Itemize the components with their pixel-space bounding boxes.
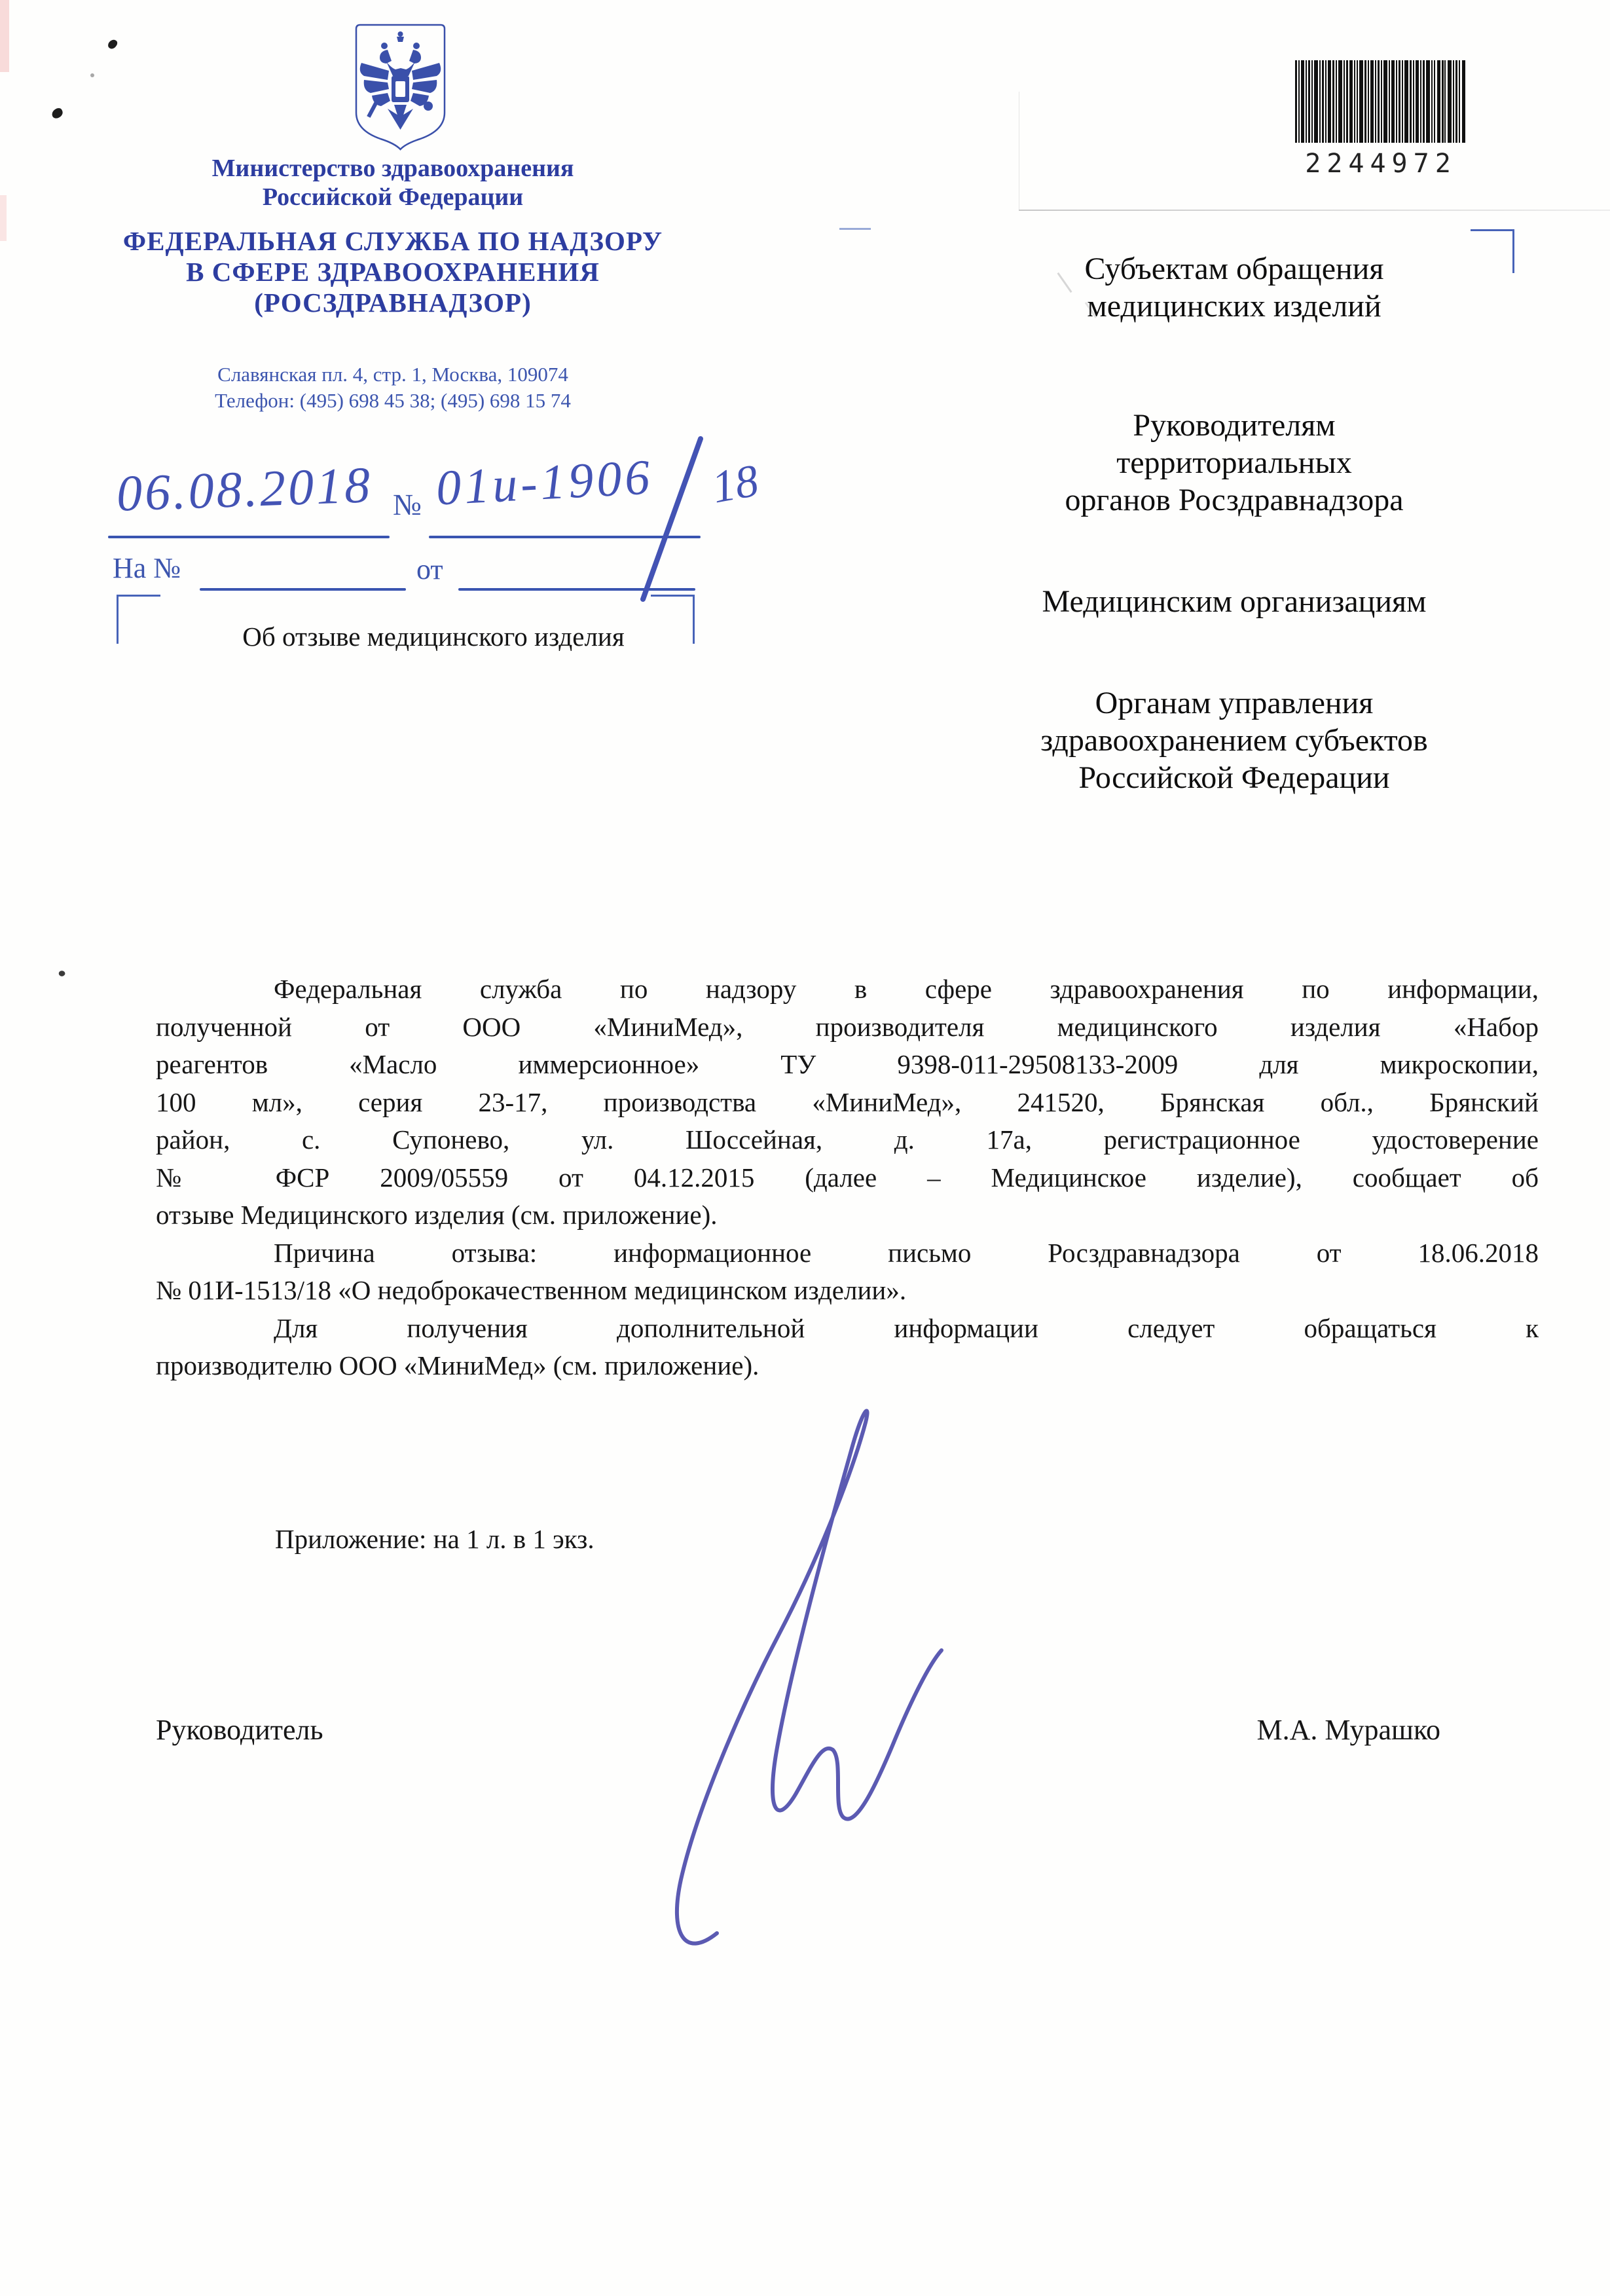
- body-line: район, с. Супонево, ул. Шоссейная, д. 17а, регистрационное удостоверение: [156, 1124, 1539, 1155]
- recipient-line: органов Росздравнадзора: [1065, 483, 1404, 517]
- org-address: Славянская пл. 4, стр. 1, Москва, 109074: [217, 363, 568, 386]
- scan-edge-artifact: [0, 0, 9, 72]
- body-line: Федеральная служба по надзору в сфере здравоохранения по информации,: [274, 974, 1539, 1004]
- reply-date-label: от: [416, 553, 443, 585]
- scan-speck: [107, 38, 119, 50]
- number-sign: №: [393, 488, 422, 521]
- body-line: отзыве Медицинского изделия (см. приложение).: [156, 1200, 718, 1230]
- service-line: В СФЕРЕ ЗДРАВООХРАНЕНИЯ: [186, 257, 600, 287]
- service-line: ФЕДЕРАЛЬНАЯ СЛУЖБА ПО НАДЗОРУ: [122, 226, 663, 256]
- reply-number-label: На №: [113, 552, 181, 584]
- recipient-line: территориальных: [1116, 445, 1352, 480]
- body-line: № ФСР 2009/05559 от 04.12.2015 (далее – Медицинское изделие), сообщает об: [156, 1162, 1539, 1193]
- recipient-block: [995, 684, 1473, 796]
- recipient-corner-bracket: [1471, 229, 1514, 273]
- handwritten-number: 01и-1906: [435, 449, 655, 516]
- body-line: производителю ООО «МиниМед» (см. приложение).: [156, 1350, 759, 1380]
- recipient-list: [995, 250, 1473, 796]
- recipient-line: Медицинским организациям: [1042, 584, 1427, 619]
- body-line: полученной от ООО «МиниМед», производителя медицинского изделия «Набор: [156, 1011, 1539, 1042]
- ministry-line: Российской Федерации: [262, 183, 524, 211]
- scan-edge-artifact: [0, 195, 7, 241]
- number-underline: [429, 536, 701, 538]
- recipient-corner-dash: [839, 228, 871, 230]
- barcode-number: 2244972: [1305, 149, 1457, 179]
- sticker-edge-line: [1019, 210, 1610, 211]
- recipient-line: медицинских изделий: [1087, 289, 1381, 324]
- recipient-block: [995, 583, 1473, 620]
- recipient-block: [995, 407, 1473, 519]
- body-line: 100 мл», серия 23-17, производства «МиниМед», 241520, Брянская обл., Брянский: [156, 1086, 1539, 1117]
- scan-speck: [58, 969, 66, 978]
- body-line: Для получения дополнительной информации следует обращаться к: [274, 1312, 1539, 1343]
- recipient-line: Субъектам обращения: [1084, 251, 1384, 286]
- signer-name: М.А. Мурашко: [1256, 1714, 1440, 1746]
- barcode-bars: [1295, 60, 1467, 143]
- barcode: [1295, 60, 1467, 179]
- signer-title: Руководитель: [156, 1714, 323, 1746]
- ministry-line: Министерство здравоохранения: [211, 155, 574, 182]
- recipient-line: Российской Федерации: [1078, 760, 1390, 795]
- handwritten-number-suffix: 18: [708, 455, 763, 513]
- recipient-line: здравоохранением субъектов: [1040, 723, 1428, 758]
- reply-number-underline: [200, 588, 406, 591]
- coat-of-arms-emblem: [347, 22, 454, 151]
- service-line: (РОСЗДРАВНАДЗОР): [254, 287, 532, 318]
- scan-speck: [50, 107, 64, 120]
- body-line: № 01И-1513/18 «О недоброкачественном медицинском изделии».: [156, 1275, 907, 1305]
- signature-stroke: [677, 1411, 942, 1943]
- org-phone: Телефон: (495) 698 45 38; (495) 698 15 74: [215, 389, 571, 412]
- recipient-block: [995, 250, 1473, 325]
- letter-body: [156, 971, 1539, 1385]
- body-line: реагентов «Масло иммерсионное» ТУ 9398-011-29508133-2009 для микроскопии,: [156, 1049, 1539, 1079]
- subject-line: Об отзыве медицинского изделия: [242, 621, 625, 652]
- attachment-note: Приложение: на 1 л. в 1 экз.: [275, 1524, 595, 1554]
- reply-date-underline: [458, 588, 695, 591]
- handwritten-date: 06.08.2018: [115, 456, 374, 522]
- scan-speck: [90, 73, 94, 77]
- date-underline: [108, 536, 390, 538]
- body-line: Причина отзыва: информационное письмо Росздравнадзора от 18.06.2018: [274, 1237, 1539, 1268]
- subject-corner-bracket-left: [117, 595, 160, 644]
- recipient-line: Органам управления: [1095, 686, 1374, 720]
- letterhead: [98, 154, 687, 414]
- recipient-line: Руководителям: [1133, 408, 1336, 443]
